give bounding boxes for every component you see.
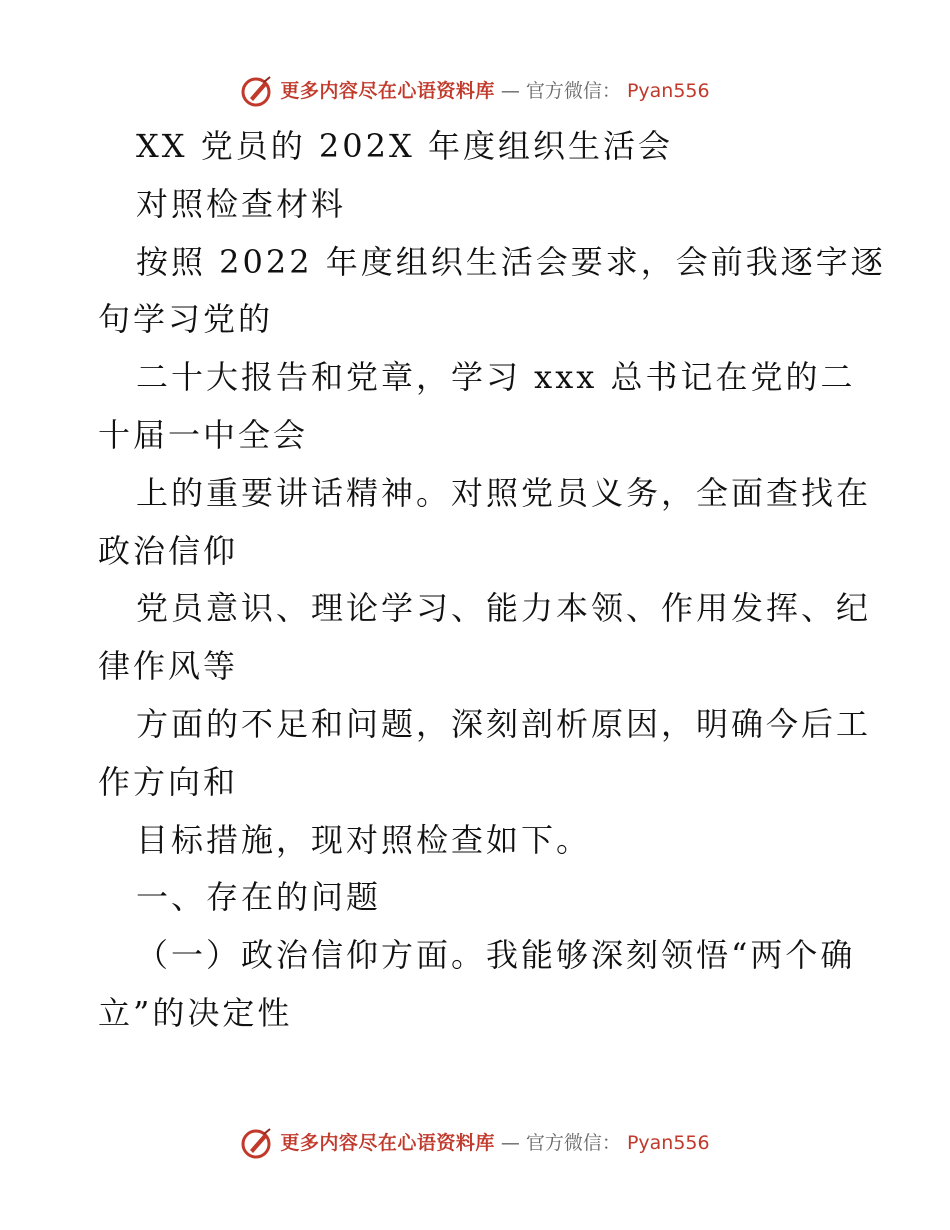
doc-line: （一）政治信仰方面。我能够深刻领悟“两个确 xyxy=(136,936,856,975)
doc-line: 上的重要讲话精神。对照党员义务，全面查找在 xyxy=(136,473,872,512)
watermark-contact-id: Pyan556 xyxy=(626,1132,710,1154)
doc-line: 十届一中全会 xyxy=(98,415,309,454)
doc-line: 对照检查材料 xyxy=(136,184,347,223)
quill-logo-icon xyxy=(240,1126,274,1160)
watermark-separator: — xyxy=(500,80,520,102)
watermark-brand: 更多内容尽在心语资料库 xyxy=(280,80,495,102)
watermark-contact-label: 官方微信： xyxy=(525,80,621,102)
doc-line: 政治信仰 xyxy=(98,531,239,570)
doc-line: 律作风等 xyxy=(98,647,239,686)
doc-line: 目标措施，现对照检查如下。 xyxy=(136,820,592,859)
doc-line: 句学习党的 xyxy=(98,300,274,339)
watermark-separator: — xyxy=(500,1132,520,1154)
doc-line: 党员意识、理论学习、能力本领、作用发挥、纪 xyxy=(136,589,872,628)
doc-line: 立”的决定性 xyxy=(98,993,293,1032)
watermark-contact-id: Pyan556 xyxy=(626,80,710,102)
watermark-contact-label: 官方微信： xyxy=(525,1132,621,1154)
doc-line: 方面的不足和问题，深刻剖析原因，明确今后工 xyxy=(136,704,872,743)
doc-line: XX 党员的 202X 年度组织生活会 xyxy=(136,127,673,165)
watermark-brand: 更多内容尽在心语资料库 xyxy=(280,1132,495,1154)
footer-watermark xyxy=(0,1126,950,1160)
doc-line: 一、存在的问题 xyxy=(136,878,382,917)
doc-line: 按照 2022 年度组织生活会要求，会前我逐字逐 xyxy=(136,242,886,281)
doc-line: 作方向和 xyxy=(98,762,239,801)
quill-logo-icon xyxy=(240,74,274,108)
doc-line: 二十大报告和党章，学习 xxx 总书记在党的二 xyxy=(136,358,856,397)
header-watermark xyxy=(0,74,950,108)
document-body xyxy=(98,118,886,1043)
